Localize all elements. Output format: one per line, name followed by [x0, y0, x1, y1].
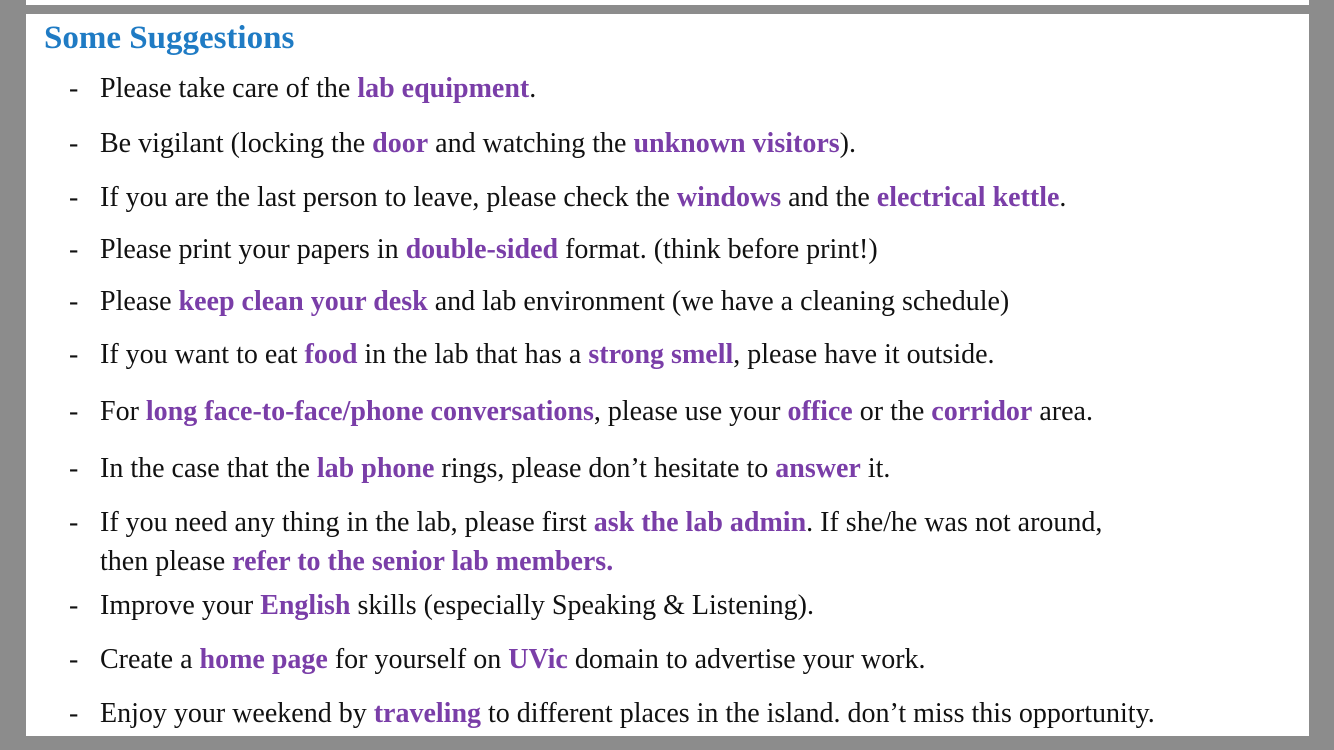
text-segment: . If she/he was not around,	[806, 507, 1103, 538]
bullet-dash: -	[69, 73, 79, 104]
bullet-dash: -	[69, 182, 79, 213]
text-segment: in the lab that has a	[357, 339, 589, 370]
highlighted-phrase: refer to the senior lab members.	[232, 546, 614, 577]
text-segment: Please print your papers in	[100, 234, 406, 265]
list-item-text	[100, 283, 1009, 321]
text-segment: In the case that the	[100, 453, 317, 484]
text-segment: or the	[852, 396, 932, 427]
highlighted-phrase: windows	[676, 182, 782, 213]
text-segment: and watching the	[428, 128, 634, 159]
highlighted-phrase: UVic	[508, 644, 568, 675]
highlighted-phrase: unknown visitors	[633, 128, 840, 159]
text-segment: Please	[100, 286, 179, 317]
bullet-dash: -	[69, 644, 79, 675]
list-item-text	[100, 125, 856, 163]
highlighted-phrase: door	[372, 128, 429, 159]
bullet-dash: -	[69, 396, 79, 427]
highlighted-phrase: electrical kettle	[876, 182, 1060, 213]
highlighted-phrase: strong smell	[588, 339, 734, 370]
list-item-text	[100, 231, 878, 269]
highlighted-phrase: double-sided	[405, 234, 559, 265]
page-title: Some Suggestions	[44, 20, 295, 56]
list-item-text	[100, 70, 536, 108]
text-segment: , please have it outside.	[733, 339, 995, 370]
bullet-dash: -	[69, 453, 79, 484]
highlighted-phrase: food	[304, 339, 358, 370]
highlighted-phrase: home page	[199, 644, 328, 675]
text-segment: and the	[781, 182, 877, 213]
text-segment: it.	[860, 453, 891, 484]
text-segment: and lab environment (we have a cleaning schedule)	[427, 286, 1010, 317]
page-top-edge	[26, 0, 1309, 5]
text-segment: If you are the last person to leave, please check the	[100, 182, 677, 213]
text-segment: skills (especially Speaking & Listening).	[350, 590, 814, 621]
text-segment: If you need any thing in the lab, please first	[100, 507, 594, 538]
text-segment: For	[100, 396, 146, 427]
highlighted-phrase: ask the lab admin	[593, 507, 807, 538]
text-segment: domain to advertise your work.	[567, 644, 926, 675]
text-segment: Please take care of the	[100, 73, 358, 104]
highlighted-phrase: answer	[775, 453, 861, 484]
list-item-text	[100, 504, 1102, 542]
text-segment: to different places in the island. don’t miss this opportunity.	[481, 698, 1155, 729]
list-item-text	[100, 543, 613, 581]
text-segment: rings, please don’t hesitate to	[434, 453, 776, 484]
highlighted-phrase: corridor	[931, 396, 1033, 427]
document-page	[26, 14, 1309, 736]
text-segment: If you want to eat	[100, 339, 305, 370]
list-item-text	[100, 393, 1093, 431]
highlighted-phrase: lab phone	[316, 453, 435, 484]
bullet-dash: -	[69, 128, 79, 159]
text-segment: then please	[100, 546, 233, 577]
text-segment: Be vigilant (locking the	[100, 128, 373, 159]
highlighted-phrase: English	[260, 590, 351, 621]
text-segment: Improve your	[100, 590, 261, 621]
text-segment: format. (think before print!)	[558, 234, 878, 265]
bullet-dash: -	[69, 286, 79, 317]
bullet-dash: -	[69, 234, 79, 265]
text-segment: area.	[1032, 396, 1093, 427]
text-segment: Create a	[100, 644, 200, 675]
highlighted-phrase: traveling	[373, 698, 482, 729]
highlighted-phrase: lab equipment	[357, 73, 530, 104]
highlighted-phrase: long face-to-face/phone conversations	[145, 396, 594, 427]
bullet-dash: -	[69, 507, 79, 538]
highlighted-phrase: office	[787, 396, 853, 427]
text-segment: .	[529, 73, 537, 104]
bullet-dash: -	[69, 339, 79, 370]
text-segment: .	[1059, 182, 1067, 213]
bullet-dash: -	[69, 590, 79, 621]
list-item-text	[100, 695, 1155, 733]
text-segment: Enjoy your weekend by	[100, 698, 374, 729]
list-item-text	[100, 450, 890, 488]
list-item-text	[100, 179, 1066, 217]
text-segment: ).	[839, 128, 856, 159]
bullet-dash: -	[69, 698, 79, 729]
list-item-text	[100, 587, 814, 625]
list-item-text	[100, 336, 995, 374]
text-segment: for yourself on	[327, 644, 509, 675]
list-item-text	[100, 641, 926, 679]
highlighted-phrase: keep clean your desk	[178, 286, 428, 317]
text-segment: , please use your	[593, 396, 788, 427]
